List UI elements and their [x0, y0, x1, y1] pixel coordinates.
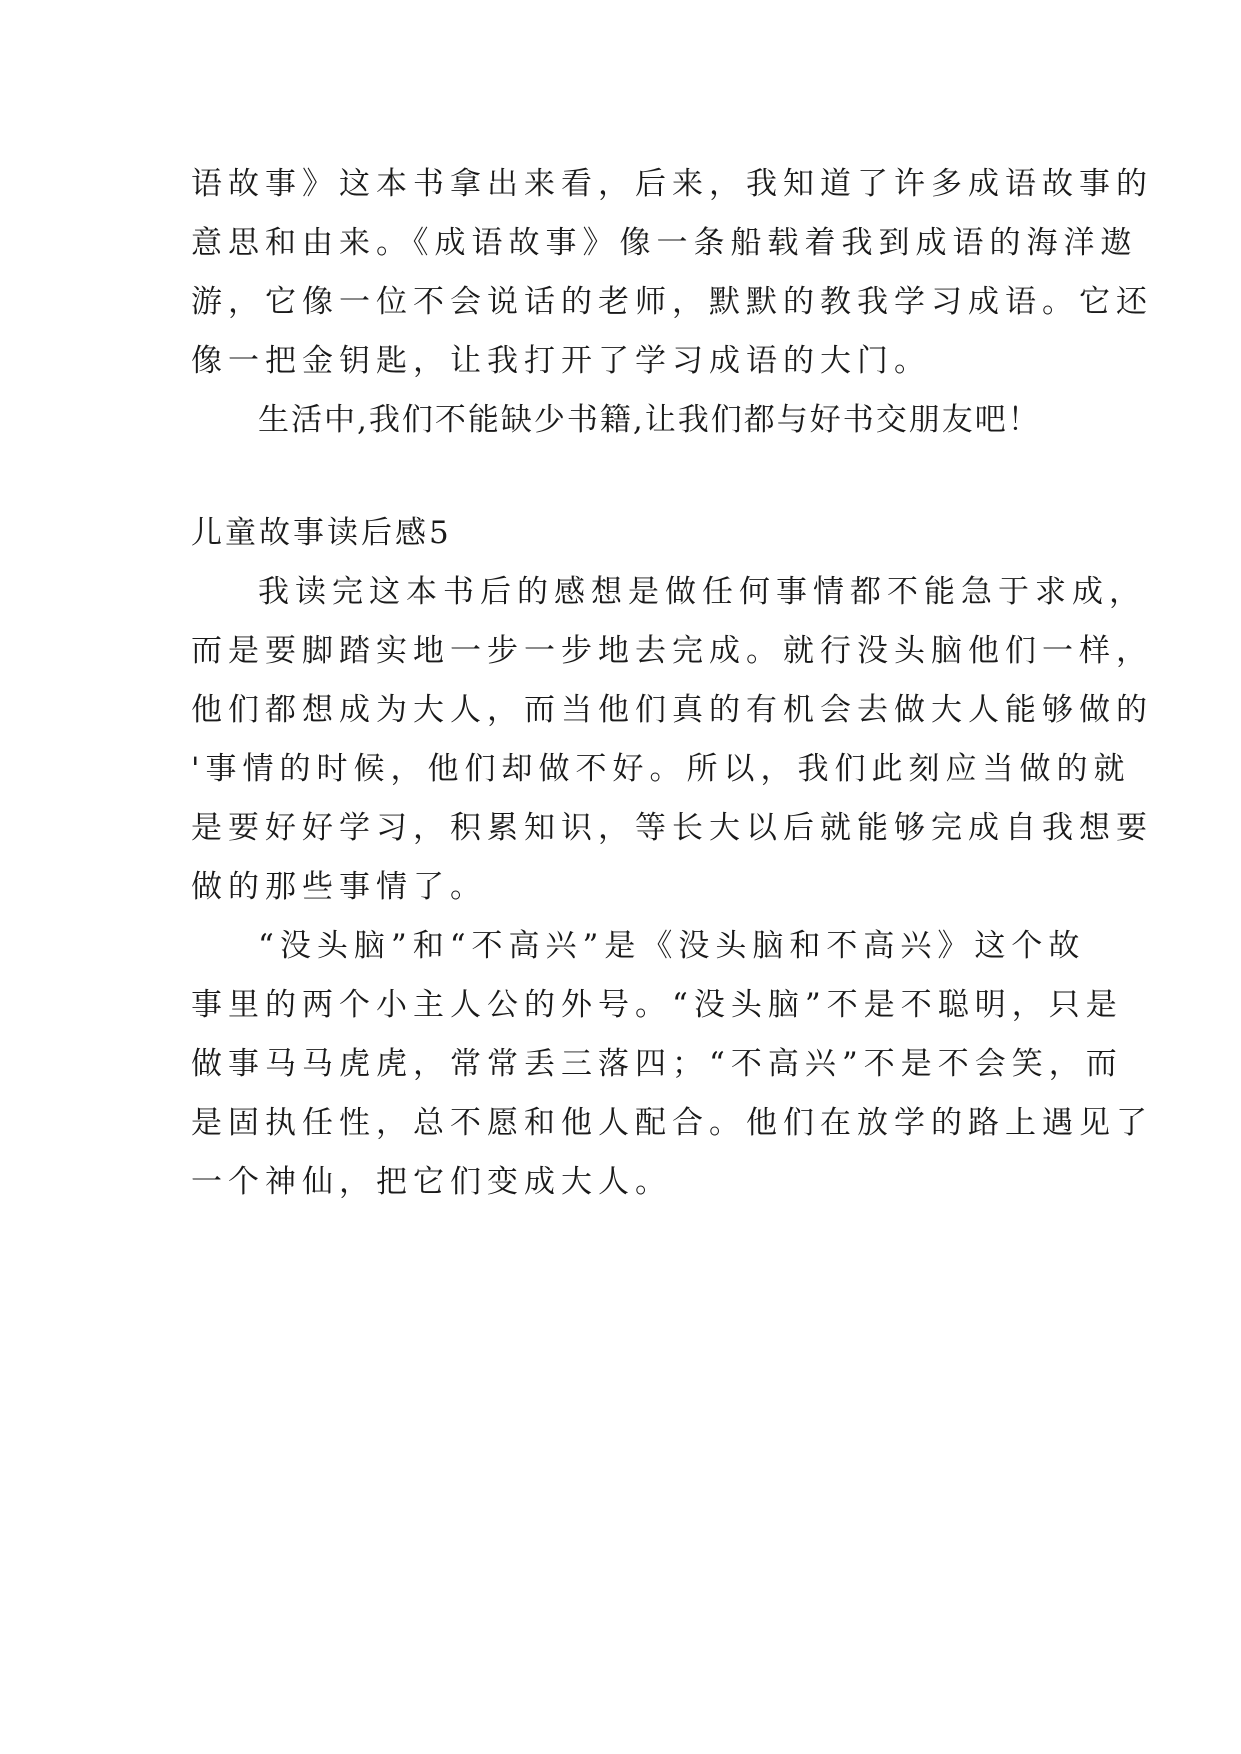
text-line: 做的那些事情了。	[191, 869, 487, 905]
text-line: 语故事》这本书拿出来看，后来，我知道了许多成语故事的	[191, 166, 1153, 202]
text-line: 他们都想成为大人，而当他们真的有机会去做大人能够做的	[191, 692, 1153, 728]
text-line: 而是要脚踏实地一步一步地去完成。就行没头脑他们一样，	[191, 633, 1153, 669]
text-line: 一个神仙，把它们变成大人。	[191, 1164, 672, 1200]
text-line: 意思和由来。《成语故事》像一条船载着我到成语的海洋遨	[191, 225, 1138, 261]
text-line: 是固执任性，总不愿和他人配合。他们在放学的路上遇见了	[191, 1105, 1153, 1141]
text-line: 像一把金钥匙，让我打开了学习成语的大门。	[191, 343, 931, 379]
text-line: 做事马马虎虎，常常丢三落四；“不高兴”不是不会笑，而	[191, 1046, 1123, 1082]
text-line: 游，它像一位不会说话的老师，默默的教我学习成语。它还	[191, 284, 1153, 320]
text-line: 事里的两个小主人公的外号。“没头脑”不是不聪明，只是	[191, 987, 1123, 1023]
section-title: 儿童故事读后感5	[191, 515, 452, 551]
text-line: “没头脑”和“不高兴”是《没头脑和不高兴》这个故	[258, 928, 1086, 964]
text-line: 是要好好学习，积累知识，等长大以后就能够完成自我想要	[191, 810, 1153, 846]
text-line: 我读完这本书后的感想是做任何事情都不能急于求成，	[258, 574, 1146, 610]
text-line: '事情的时候，他们却做不好。所以，我们此刻应当做的就	[191, 751, 1131, 787]
closing-line: 生活中,我们不能缺少书籍,让我们都与好书交朋友吧！	[258, 402, 1041, 438]
